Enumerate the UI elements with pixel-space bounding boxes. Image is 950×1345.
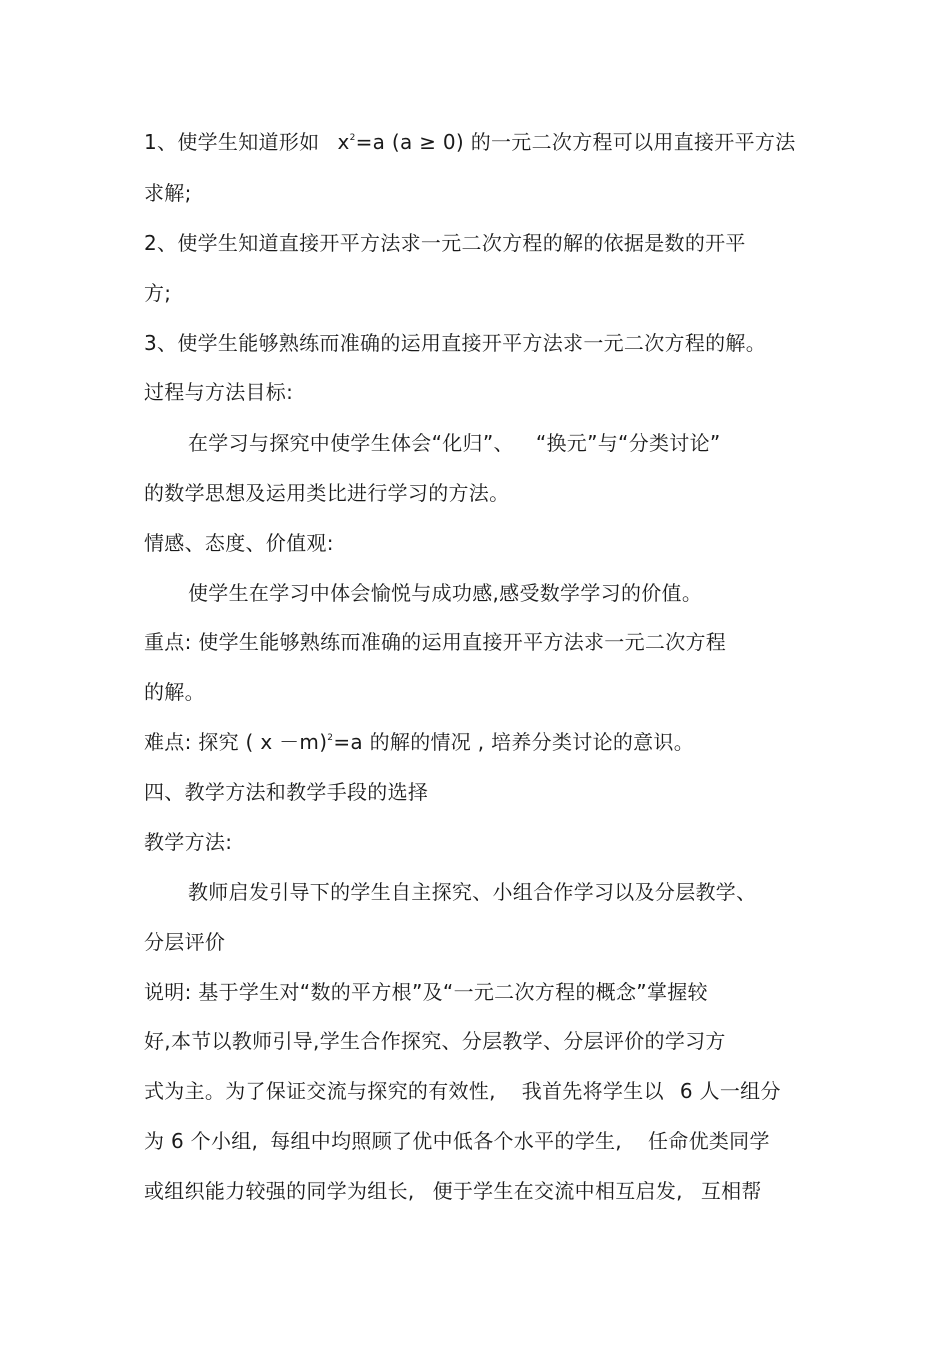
note-line-3-part-a: 式为主。为了保证交流与探究的有效性, — [144, 1079, 496, 1103]
note-line-3-part-b: 我首先将学生以 — [521, 1079, 664, 1103]
note-line-4-part-b: 每组中均照顾了优中低各个水平的学生, — [270, 1129, 622, 1153]
note-line-3 — [144, 1078, 781, 1104]
objective-1-continuation: 求解; — [144, 181, 192, 205]
note-line-1: 说明: 基于学生对“数的平方根”及“一元二次方程的概念”掌握较 — [144, 980, 708, 1004]
note-line-5-part-c: 互相帮 — [700, 1179, 762, 1203]
difficult-point-suffix: =a 的解的情况 , 培养分类讨论的意识。 — [333, 730, 695, 754]
process-heading: 过程与方法目标: — [144, 380, 294, 404]
objective-1-suffix: =a (a ≥ 0) 的一元二次方程可以用直接开平方法 — [355, 130, 796, 154]
objective-1 — [144, 129, 796, 155]
emotion-text: 使学生在学习中体会愉悦与成功感,感受数学学习的价值。 — [188, 581, 703, 605]
process-text-part-a: 在学习与探究中使学生体会“化归”、 — [188, 431, 514, 455]
key-point: 重点: 使学生能够熟练而准确的运用直接开平方法求一元二次方程 — [144, 630, 727, 654]
note-line-4-part-c: 任命优类同学 — [647, 1129, 770, 1153]
process-text-continuation: 的数学思想及运用类比进行学习的方法。 — [144, 481, 510, 505]
note-line-3-part-c: 6 人一组分 — [679, 1079, 781, 1103]
equation-variable: x — [337, 130, 350, 154]
difficult-point-prefix: 难点: 探究 ( x －m) — [144, 730, 328, 754]
superscript-2-difficult: 2 — [327, 733, 334, 743]
section-4-heading: 四、教学方法和教学手段的选择 — [144, 780, 429, 804]
objective-2-continuation: 方; — [144, 281, 172, 305]
note-line-5-part-b: 便于学生在交流中相互启发, — [432, 1179, 683, 1203]
objective-2: 2、使学生知道直接开平方法求一元二次方程的解的依据是数的开平 — [144, 231, 746, 255]
note-line-5 — [144, 1178, 762, 1204]
emotion-heading: 情感、态度、价值观: — [144, 531, 334, 555]
objective-3: 3、使学生能够熟练而准确的运用直接开平方法求一元二次方程的解。 — [144, 331, 767, 355]
difficult-point — [144, 729, 694, 755]
note-line-2: 好,本节以教师引导,学生合作探究、分层教学、分层评价的学习方 — [144, 1029, 726, 1053]
process-text — [188, 430, 721, 456]
superscript-2: 2 — [349, 133, 356, 143]
key-point-continuation: 的解。 — [144, 680, 205, 704]
method-text-continuation: 分层评价 — [144, 930, 226, 954]
note-line-4-part-a: 为 6 个小组, — [144, 1129, 259, 1153]
objective-1-prefix: 1、使学生知道形如 — [144, 130, 320, 154]
method-text: 教师启发引导下的学生自主探究、小组合作学习以及分层教学、 — [188, 880, 757, 904]
method-heading: 教学方法: — [144, 830, 233, 854]
process-text-part-b: “换元”与“分类讨论” — [535, 431, 721, 455]
note-line-4 — [144, 1128, 770, 1154]
note-line-5-part-a: 或组织能力较强的同学为组长, — [144, 1179, 415, 1203]
